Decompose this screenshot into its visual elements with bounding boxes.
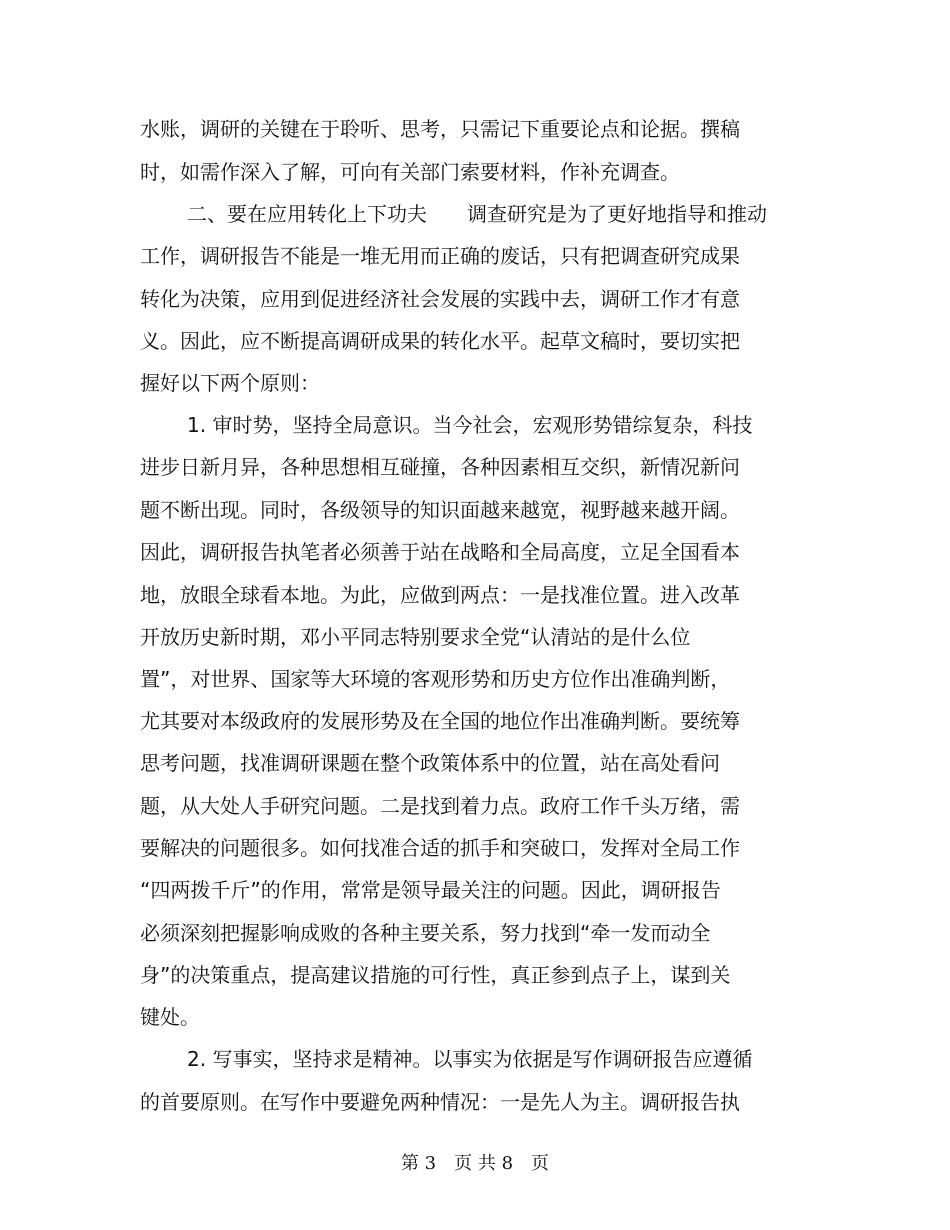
text-line: 的首要原则。在写作中要避免两种情况：一是先人为主。调研报告执 [140, 1090, 740, 1114]
text-line: 转化为决策，应用到促进经济社会发展的实践中去，调研工作才有意 [140, 287, 740, 311]
section-heading-line: 二、要在应用转化上下功夫 调查研究是为了更好地指导和推动 [187, 202, 767, 226]
text-line: 握好以下两个原则： [140, 371, 320, 395]
text-line: 水账，调研的关键在于聆听、思考，只需记下重要论点和论据。撰稿 [140, 117, 740, 141]
text-line: 开放历史新时期，邓小平同志特别要求全党“认清站的是什么位 [140, 625, 691, 649]
text-line: 身”的决策重点，提高建议措施的可行性，真正参到点子上，谋到关 [140, 963, 731, 987]
text-line: 思考问题，找准调研课题在整个政策体系中的位置，站在高处看问 [140, 751, 720, 775]
text-line: 题，从大处人手研究问题。二是找到着力点。政府工作千头万绪，需 [140, 794, 740, 818]
text-line: 题不断出现。同时，各级领导的知识面越来越宽，视野越来越开阔。 [140, 498, 740, 522]
text-line: 地，放眼全球看本地。为此，应做到两点：一是找准位置。进入改革 [140, 583, 740, 607]
text-line: 要解决的问题很多。如何找准合适的抓手和突破口，发挥对全局工作 [140, 836, 740, 860]
text-line: 因此，调研报告执笔者必须善于站在战略和全局高度，立足全国看本 [140, 540, 740, 564]
text-line: 置”，对世界、国家等大环境的客观形势和历史方位作出准确判断， [140, 667, 731, 691]
page-footer: 第 3 页 共 8 页 [400, 1153, 550, 1174]
numbered-item-line: 1. 审时势，坚持全局意识。当今社会，宏观形势错综复杂，科技 [187, 413, 753, 437]
text-line: 工作，调研报告不能是一堆无用而正确的废话，只有把调查研究成果 [140, 244, 740, 268]
text-line: 义。因此，应不断提高调研成果的转化水平。起草文稿时，要切实把 [140, 329, 740, 353]
text-line: “四两拨千斤”的作用，常常是领导最关注的问题。因此，调研报告 [140, 878, 721, 902]
text-line: 尤其要对本级政府的发展形势及在全国的地位作出准确判断。要统筹 [140, 709, 740, 733]
text-line: 键处。 [140, 1005, 200, 1029]
text-line: 进步日新月异，各种思想相互碰撞，各种因素相互交织，新情况新问 [140, 455, 740, 479]
text-line: 必须深刻把握影响成败的各种主要关系，努力找到“牵一发而动全 [140, 921, 711, 945]
text-line: 时，如需作深入了解，可向有关部门索要材料，作补充调查。 [140, 160, 680, 184]
numbered-item-line: 2. 写事实，坚持求是精神。以事实为依据是写作调研报告应遵循 [187, 1047, 753, 1071]
